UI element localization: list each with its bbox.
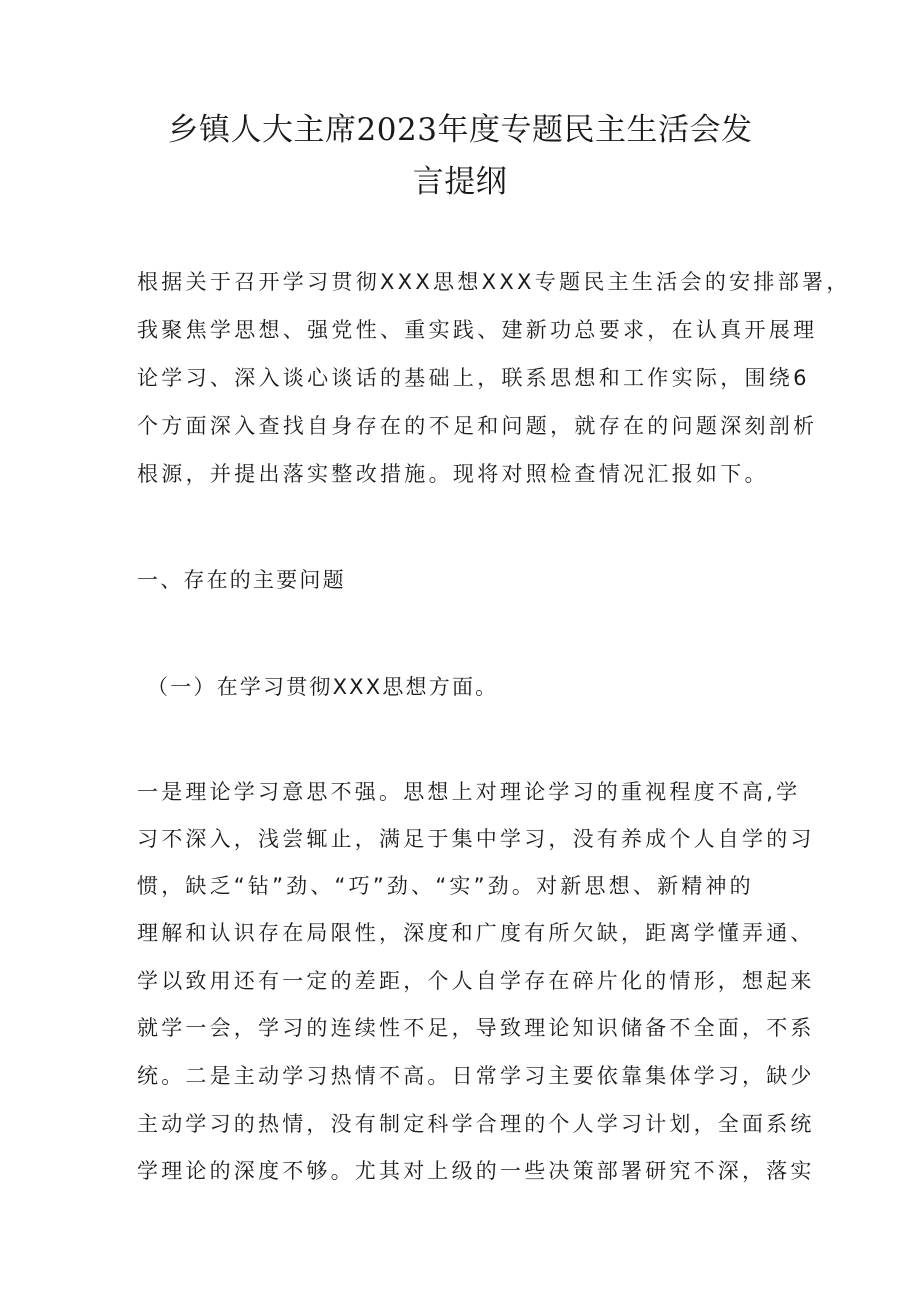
paragraph-line: 统。二是主动学习热情不高。日常学习主要依靠集体学习，缺少 [137, 1064, 815, 1088]
paragraph-line: 理解和认识存在局限性，深度和广度有所欠缺，距离学懂弄通、 [137, 921, 815, 945]
paragraph-line: 根据关于召开学习贯彻XXX思想XXX专题民主生活会的安排部署， [137, 270, 851, 294]
title-line: 言提纲 [412, 164, 508, 200]
title-line: 乡镇人大主席2023年度专题民主生活会发 [167, 112, 753, 148]
paragraph-line: 个方面深入查找自身存在的不足和问题，就存在的问题深刻剖析 [137, 414, 818, 438]
paragraph-line: 学以致用还有一定的差距，个人自学存在碎片化的情形，想起来 [137, 969, 815, 993]
paragraph-line: 就学一会，学习的连续性不足，导致理论知识储备不全面，不系 [137, 1016, 815, 1040]
subsection-heading: （一）在学习贯彻XXX思想方面。 [147, 675, 499, 699]
paragraph-line: 习不深入，浅尝辄止，满足于集中学习，没有养成个人自学的习 [137, 827, 815, 851]
paragraph-line: 主动学习的热情，没有制定科学合理的个人学习计划，全面系统 [137, 1112, 815, 1136]
paragraph-line: 学理论的深度不够。尤其对上级的一些决策部署研究不深，落实 [137, 1159, 815, 1183]
paragraph-line: 惯，缺乏“钻”劲、“巧”劲、“实”劲。对新思想、新精神的 [137, 874, 754, 898]
paragraph-line: 一是理论学习意思不强。思想上对理论学习的重视程度不高,学 [137, 780, 801, 804]
section-heading: 一、存在的主要问题 [137, 568, 346, 592]
paragraph-line: 我聚焦学思想、强党性、重实践、建新功总要求，在认真开展理 [137, 318, 818, 342]
paragraph-line: 根源，并提出落实整改措施。现将对照检查情况汇报如下。 [137, 462, 769, 486]
document-title [120, 104, 800, 208]
paragraph-line: 论学习、深入谈心谈话的基础上，联系思想和工作实际，围绕6 [137, 366, 810, 390]
